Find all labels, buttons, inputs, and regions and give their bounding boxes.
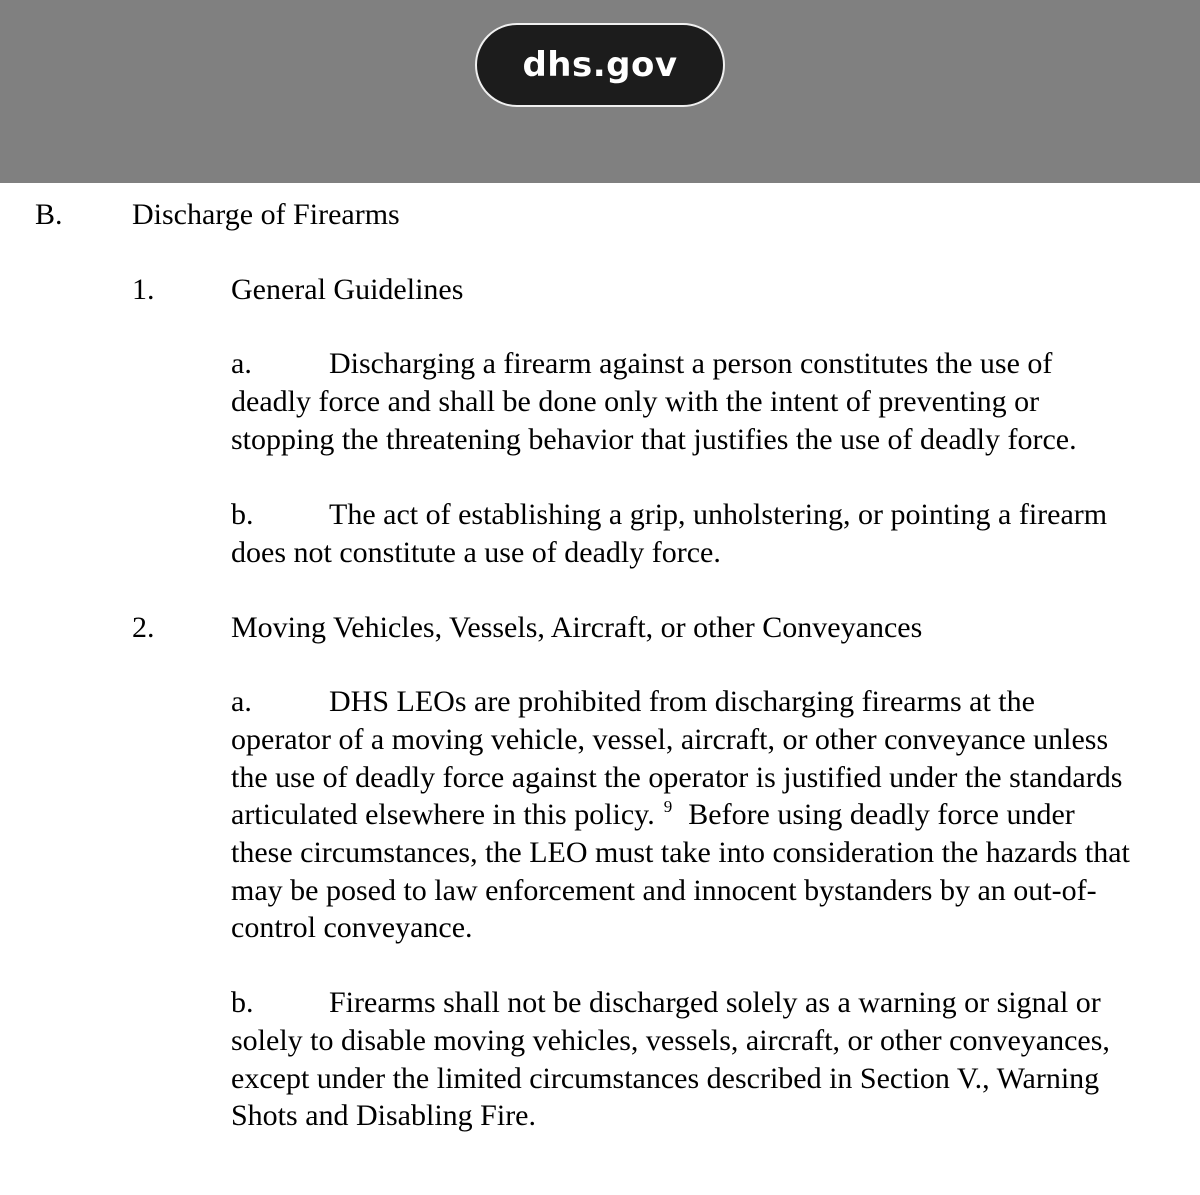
section-marker: B. (35, 198, 63, 231)
item-2a-line: may be posed to law enforcement and innocent bystanders by an out-of- (231, 874, 1097, 907)
subsection-2-title: Moving Vehicles, Vessels, Aircraft, or other Conveyances (231, 611, 923, 644)
item-2a-line: these circumstances, the LEO must take into consideration the hazards that (231, 836, 1130, 869)
item-2b-line: except under the limited circumstances described in Section V., Warning (231, 1062, 1100, 1095)
subsection-1-marker: 1. (132, 273, 155, 306)
item-2b-line: Shots and Disabling Fire. (231, 1099, 536, 1132)
item-2a-line-continuation: Before using deadly force under (688, 798, 1075, 831)
item-1b-line: does not constitute a use of deadly force. (231, 536, 721, 569)
subsection-2-marker: 2. (132, 611, 155, 644)
item-2b-line: Firearms shall not be discharged solely as a warning or signal or (329, 986, 1101, 1019)
item-1b-line: The act of establishing a grip, unholstering, or pointing a firearm (329, 498, 1108, 531)
document-page (0, 183, 1200, 1195)
item-2a-marker: a. (231, 685, 252, 718)
item-2a-line: articulated elsewhere in this policy. (231, 798, 655, 831)
item-2b-marker: b. (231, 986, 254, 1019)
item-2a-line: operator of a moving vehicle, vessel, aircraft, or other conveyance unless (231, 723, 1109, 756)
item-1b-marker: b. (231, 498, 254, 531)
section-title: Discharge of Firearms (132, 198, 400, 231)
item-2a-line: control conveyance. (231, 911, 473, 944)
url-address-pill[interactable]: dhs.gov (475, 23, 725, 107)
item-2a-line: the use of deadly force against the operator is justified under the standards (231, 761, 1123, 794)
item-1a-marker: a. (231, 347, 252, 380)
browser-top-bar (0, 0, 1200, 183)
footnote-marker[interactable]: 9 (663, 797, 673, 816)
item-2a-line: DHS LEOs are prohibited from discharging firearms at the (329, 685, 1035, 718)
item-1a-line: stopping the threatening behavior that justifies the use of deadly force. (231, 423, 1077, 456)
item-2a-line-with-footnote (231, 796, 1075, 838)
item-1a-line: Discharging a firearm against a person constitutes the use of (329, 347, 1053, 380)
item-2b-line: solely to disable moving vehicles, vessels, aircraft, or other conveyances, (231, 1024, 1110, 1057)
subsection-1-title: General Guidelines (231, 273, 464, 306)
item-1a-line: deadly force and shall be done only with the intent of preventing or (231, 385, 1040, 418)
